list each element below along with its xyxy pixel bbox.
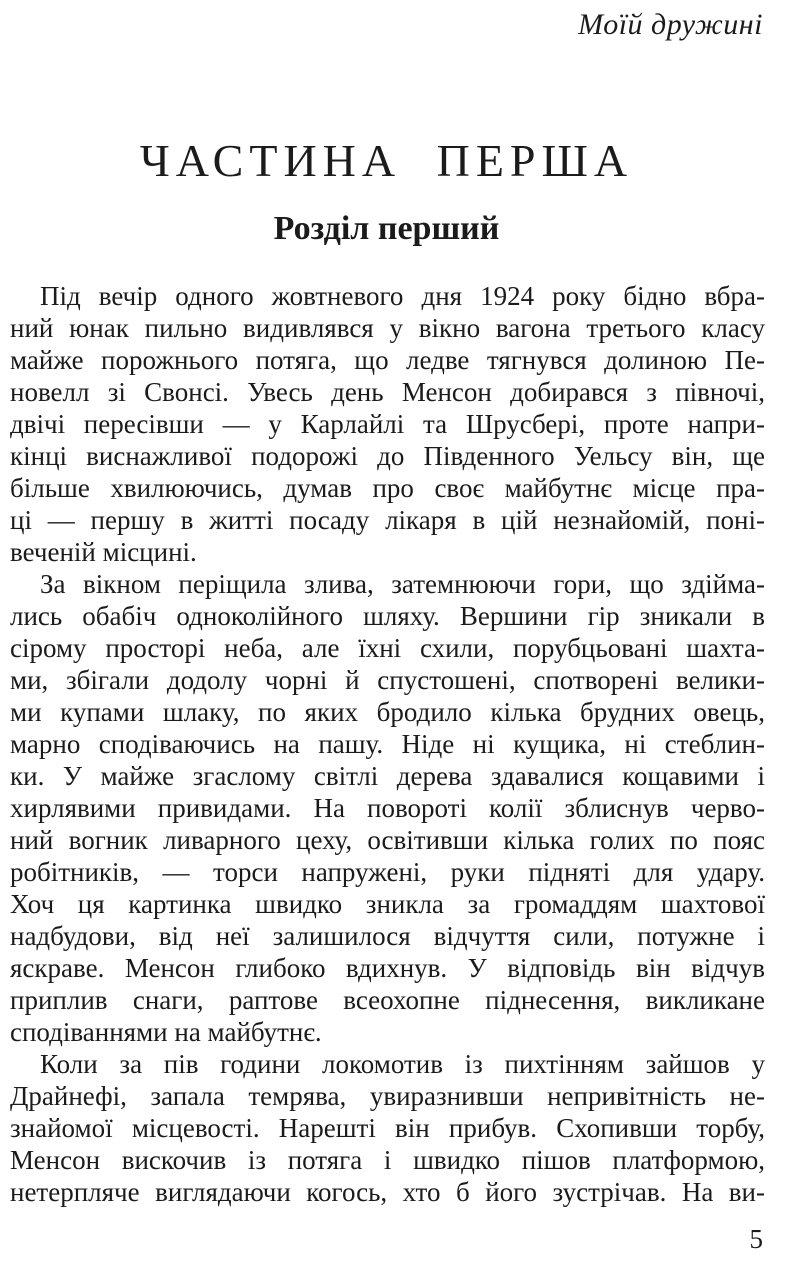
text-line: знайомої місцевості. Нарешті він прибув. Схопивши торбу, (10, 1113, 765, 1143)
text-line: Хоч ця картинка швидко зникла за громаддям шахтової (10, 889, 765, 919)
text-line: ний юнак пильно видивлявся у вікно вагона третього класу (10, 313, 765, 343)
body-text (10, 280, 765, 1208)
text-line: робітників, — торси напружені, руки підняті для удару. (10, 857, 765, 887)
text-line: нетерпляче виглядаючи когось, хто б його зустрічав. На ви- (10, 1177, 765, 1207)
part-title: ЧАСТИНА ПЕРША (139, 135, 634, 186)
text-line: сірому просторі неба, але їхні схили, порубцьовані шахта- (10, 633, 765, 663)
text-line: Під вечір одного жовтневого дня 1924 року бідно вбра- (40, 281, 765, 311)
page-number: 5 (749, 1224, 763, 1254)
chapter-title: Розділ перший (273, 210, 500, 247)
text-line: ний вогник ливарного цеху, освітивши кілька голих по пояс (10, 825, 765, 855)
text-line: Драйнефі, запала темрява, увиразнивши непривітність не- (10, 1081, 765, 1111)
dedication-text: Моїй дружині (578, 8, 763, 41)
text-line: ці — першу в житті посаду лікаря в цій незнайомій, поні- (10, 505, 765, 535)
text-line: ми, збігали додолу чорні й спустошені, спотворені велики- (10, 665, 765, 695)
text-line: кінці виснажливої подорожі до Південного Уельсу він, ще (10, 441, 765, 471)
text-line: надбудови, від неї залишилося відчуття сили, потужне і (10, 921, 765, 951)
text-line: За вікном періщила злива, затемнюючи гори, що здійма- (40, 569, 765, 599)
text-line: сподіваннями на майбутнє. (10, 1017, 322, 1047)
text-line: веченій місцині. (10, 537, 197, 567)
text-line: ми купами шлаку, по яких бродило кілька брудних овець, (10, 697, 765, 727)
text-line: двічі пересівши — у Карлайлі та Шрусбері, проте напри- (10, 409, 765, 439)
text-line: Менсон вискочив із потяга і швидко пішов платформою, (10, 1145, 765, 1175)
text-line: більше хвилюючись, думав про своє майбутнє місце пра- (10, 473, 765, 503)
text-line: хирлявими привидами. На повороті колії зблиснув черво- (10, 793, 765, 823)
text-line: новелл зі Свонсі. Увесь день Менсон добирався з півночі, (10, 377, 765, 407)
text-line: яскраве. Менсон глибоко вдихнув. У відповідь він відчув (10, 953, 765, 983)
text-line: ки. У майже згаслому світлі дерева здавалися кощавими і (10, 761, 765, 791)
text-line: марно сподіваючись на пашу. Ніде ні кущика, ні стеблин- (10, 729, 765, 759)
text-line: майже порожнього потяга, що ледве тягнувся долиною Пе- (10, 345, 765, 375)
text-line: лись обабіч одноколійного шляху. Вершини гір зникали в (10, 601, 765, 631)
text-line: приплив снаги, раптове всеохопне піднесення, викликане (10, 985, 765, 1015)
text-line: Коли за пів години локомотив із пихтінням зайшов у (40, 1049, 765, 1079)
